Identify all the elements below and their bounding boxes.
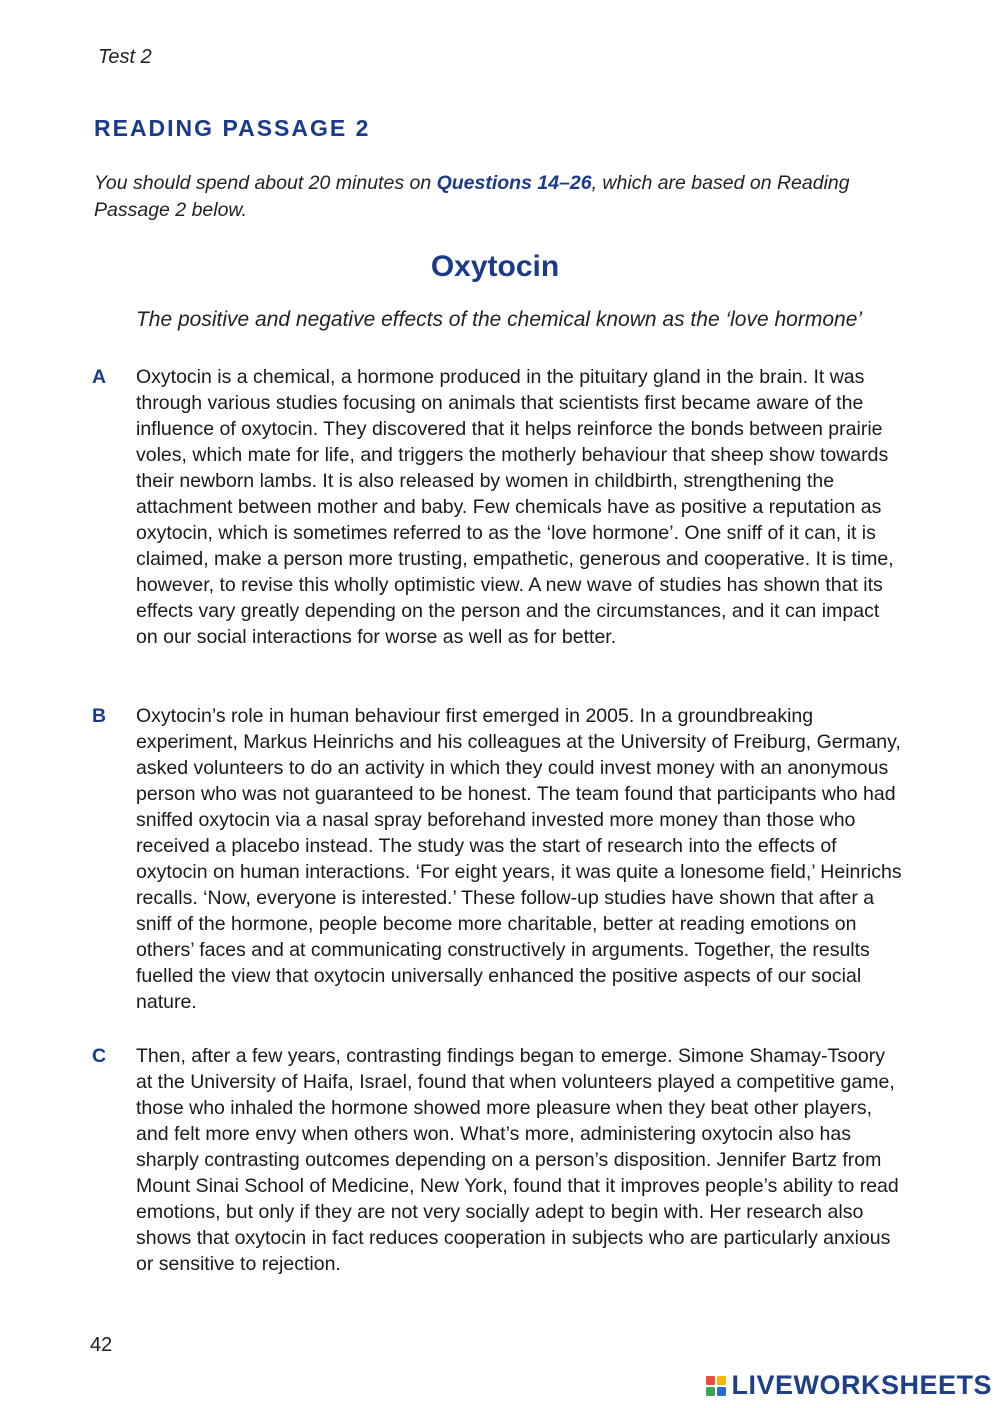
- article-subtitle: The positive and negative effects of the chemical known as the ‘love hormone’: [135, 308, 863, 331]
- page-number: 42: [90, 1334, 113, 1356]
- paragraph-text: Then, after a few years, contrasting findings began to emerge. Simone Shamay-Tsoory at the University of Haifa, Israel, found that when volunteers played a competitive game, those who inhaled the hormone showed more pleasure when they beat other players, and felt more envy when others won. What’s more, administering oxytocin also has sharply contrasting outcomes depending on a person’s disposition. Jennifer Bartz from Mount Sinai School of Medicine, New York, found that it improves people’s ability to read emotions, but only if they are not very socially adept to begin with. Her research also shows that oxytocin in fact reduces cooperation in subjects who are particularly anxious or sensitive to rejection.: [136, 1045, 899, 1275]
- paragraph-text: Oxytocin’s role in human behaviour first emerged in 2005. In a groundbreaking experiment, Markus Heinrichs and his colleagues at the University of Freiburg, Germany, asked volunteers to do an activity in which they could invest money with an anonymous person who was not guaranteed to be honest. The team found that participants who had sniffed oxytocin via a nasal spray beforehand invested more money than those who received a placebo instead. The study was the start of research into the effects of oxytocin on human interactions. ‘For eight years, it was quite a lonesome field,’ Heinrichs recalls. ‘Now, everyone is interested.’ These follow-up studies have shown that after a sniff of the hormone, people become more charitable, better at reading emotions on others’ faces and at communicating constructively in arguments. Together, the results fuelled the view that oxytocin universally enhanced the positive aspects of our social nature.: [136, 705, 902, 1013]
- instructions-text-after: , which are based on Reading Passage 2 below.: [94, 172, 850, 221]
- article-title: Oxytocin: [430, 250, 560, 283]
- section-heading: READING PASSAGE 2: [94, 115, 371, 141]
- watermark-text: LIVEWORKSHEETS: [731, 1370, 992, 1400]
- liveworksheets-watermark[interactable]: [705, 1370, 992, 1401]
- paragraph-c: [92, 1043, 902, 1277]
- paragraph-b: [92, 703, 902, 1015]
- paragraph-letter: C: [92, 1045, 107, 1067]
- paragraph-letter: A: [92, 366, 107, 388]
- paragraph-text: Oxytocin is a chemical, a hormone produced in the pituitary gland in the brain. It was through various studies focusing on animals that scientists first became aware of the influence of oxytocin. They discovered that it helps reinforce the bonds between prairie voles, which mate for life, and triggers the motherly behaviour that sheep show towards their newborn lambs. It is also released by women in childbirth, strengthening the attachment between mother and baby. Few chemicals have as positive a reputation as oxytocin, which is sometimes referred to as the ‘love hormone’. One sniff of it can, it is claimed, make a person more trusting, empathetic, generous and cooperative. It is time, however, to revise this wholly optimistic view. A new wave of studies has shown that its effects vary greatly depending on the person and the circumstances, and it can impact on our social interactions for worse as well as for better.: [136, 366, 894, 648]
- page-header-test-label: Test 2: [98, 46, 152, 68]
- paragraph-a: [92, 364, 902, 650]
- liveworksheets-logo-icon: [705, 1375, 727, 1397]
- instructions-text-before: You should spend about 20 minutes on: [94, 172, 437, 194]
- paragraph-letter: B: [92, 705, 107, 727]
- questions-range: Questions 14–26: [436, 172, 592, 194]
- instructions: [94, 170, 904, 224]
